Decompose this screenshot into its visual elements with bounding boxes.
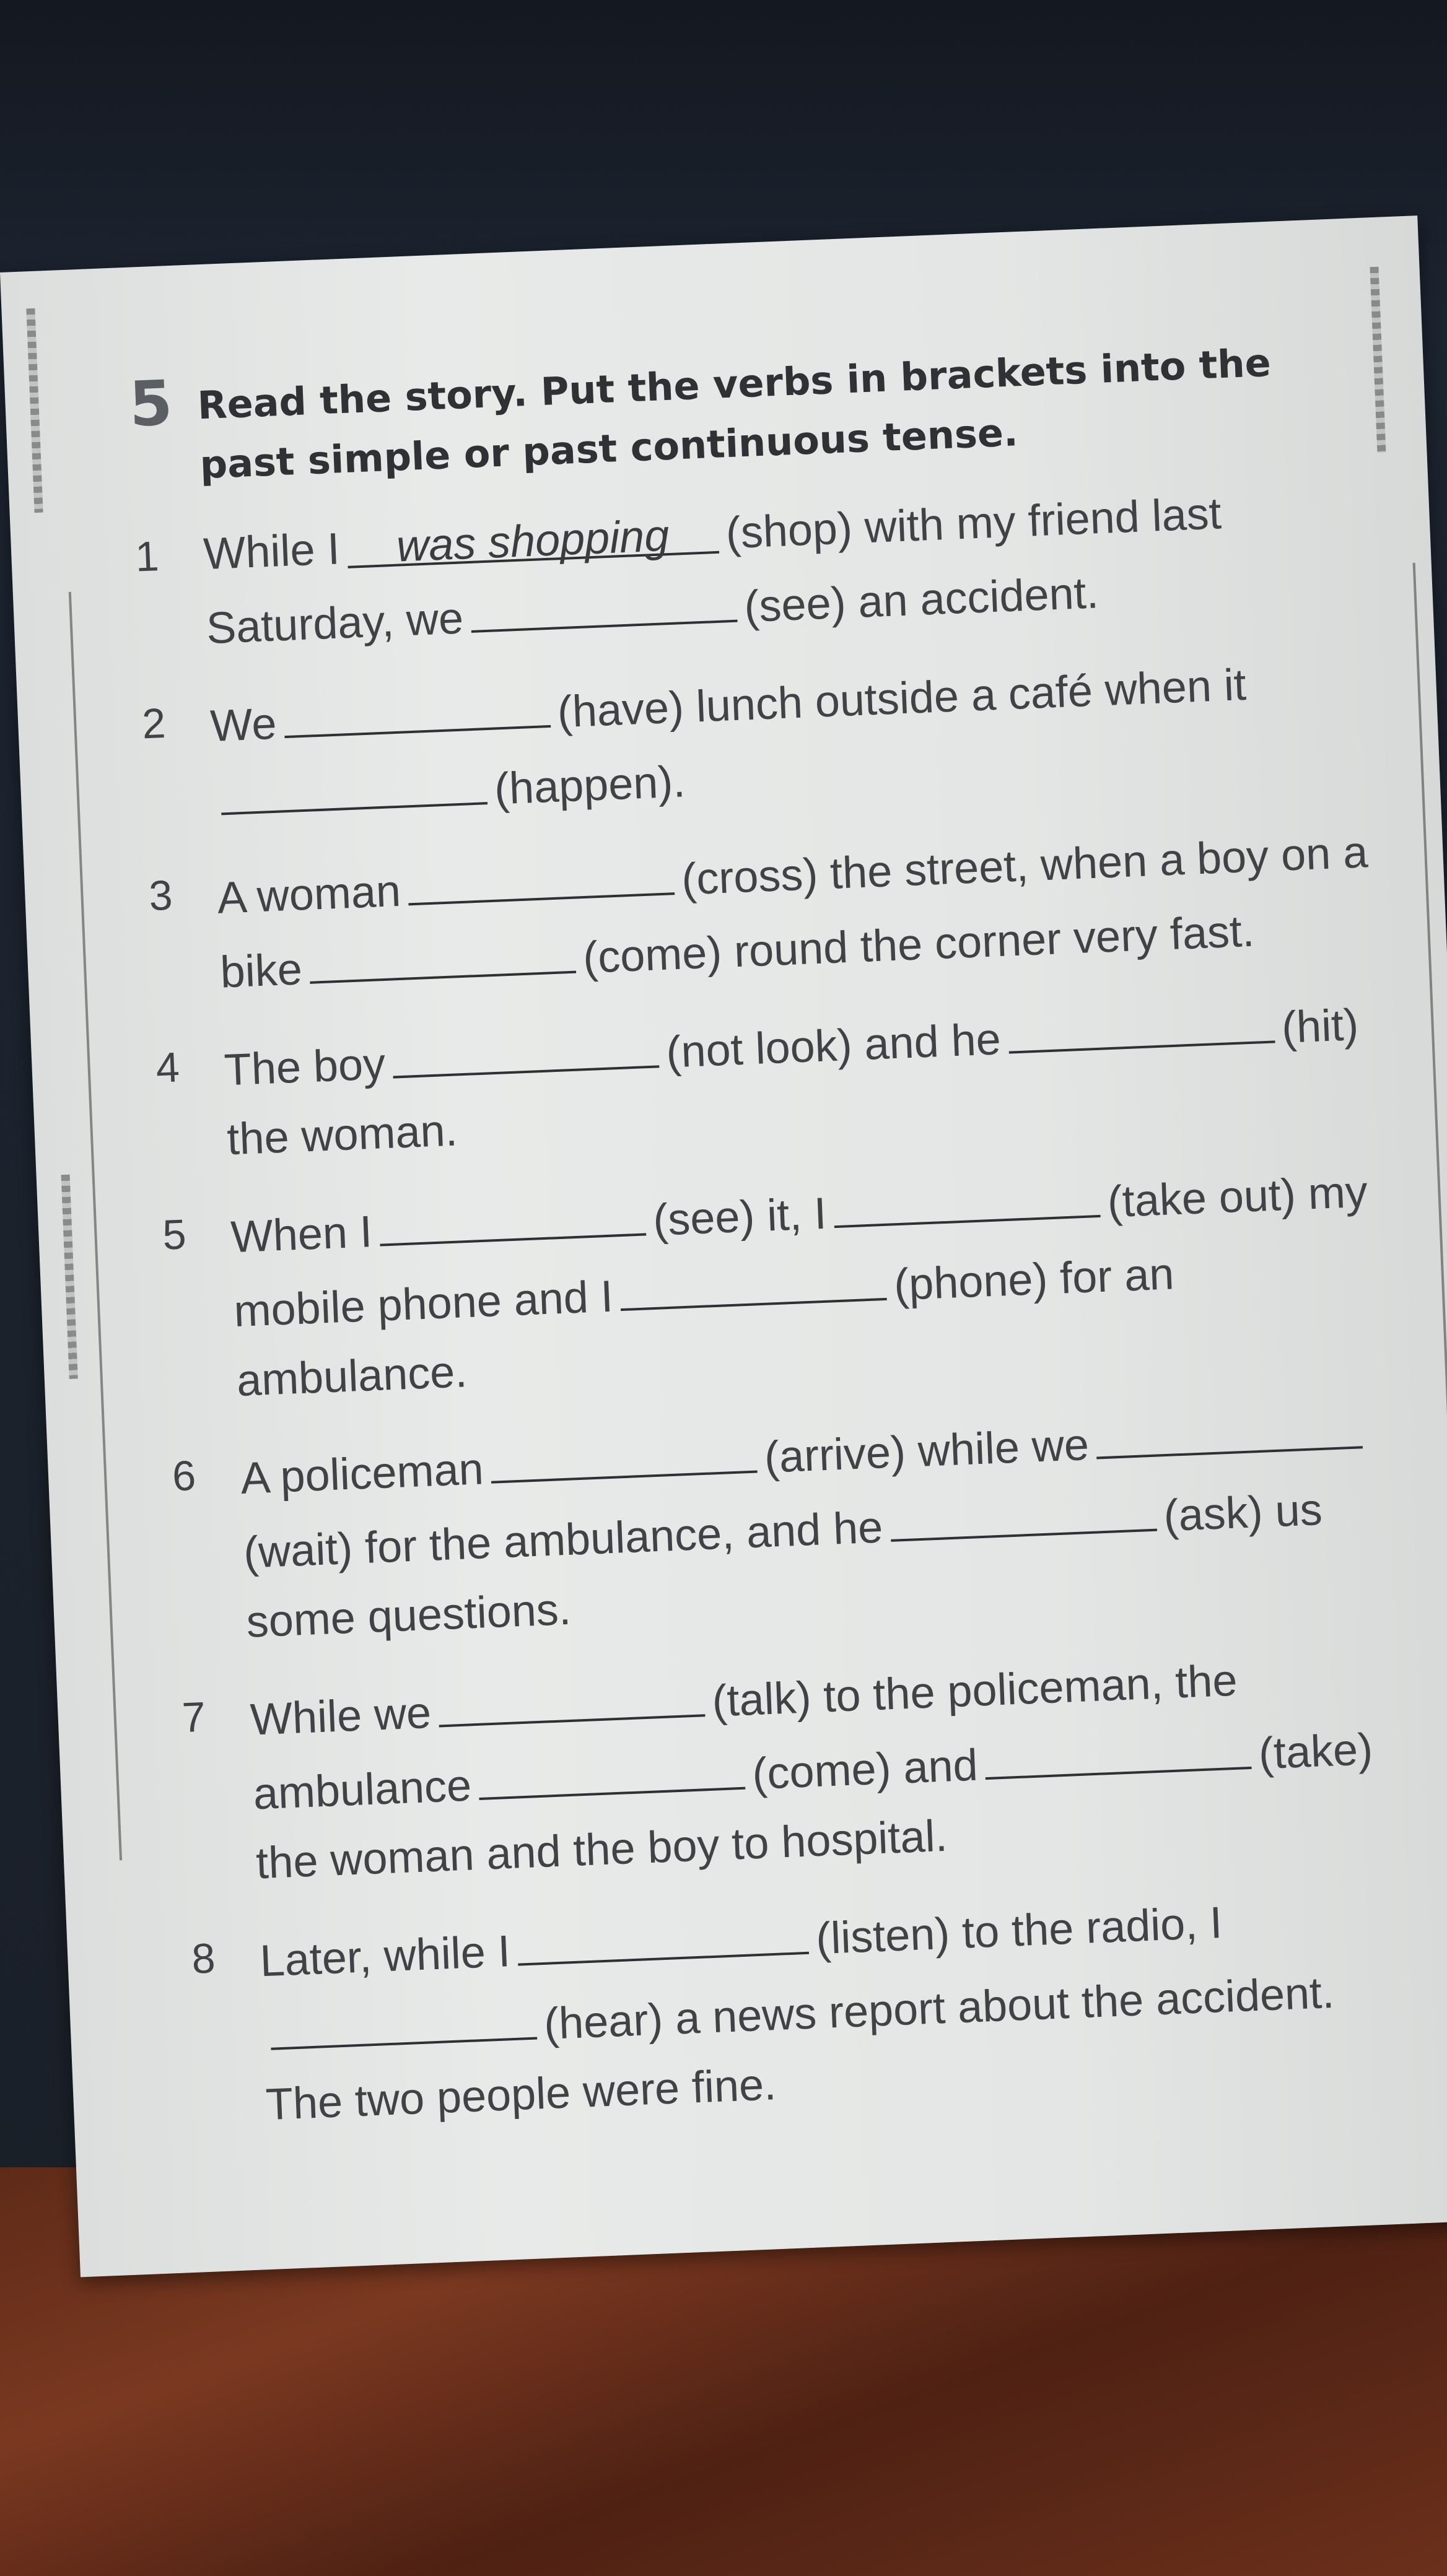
answer-blank[interactable] [269,1985,537,2050]
text-part: (come) and [751,1740,979,1799]
text-part: While we [249,1687,432,1745]
text-part: The boy [223,1039,387,1095]
binding-strip-right [1370,267,1386,453]
question-4 [155,985,1386,1177]
text-part: (cross) the street, when a boy on a bike [219,827,1369,998]
text-part: (hear) a news report about the accident. The two people were fine. [264,1967,1336,2130]
question-text [209,640,1372,835]
text-part: (take) the woman and the boy to hospital. [255,1725,1374,1889]
answer-blank[interactable] [282,673,551,738]
question-text [216,812,1379,1007]
answer-blank[interactable] [619,1246,887,1311]
text-part: (not look) and he [665,1014,1002,1077]
exercise-heading [128,329,1358,497]
text-part: (listen) to the radio, I [815,1897,1223,1964]
answer-blank[interactable] [516,1900,809,1966]
answer-example: was shopping [346,499,719,568]
question-number: 1 [134,533,160,581]
question-5 [161,1151,1396,1418]
answer-blank[interactable] [1095,1394,1363,1459]
question-3 [147,812,1379,1010]
answer-blank[interactable] [378,1181,646,1246]
answer-blank[interactable] [984,1715,1252,1780]
question-7 [181,1634,1415,1901]
exercise-content [128,329,1425,2165]
margin-line-left [69,592,122,1861]
question-number: 6 [171,1451,197,1500]
answer-blank[interactable] [888,1477,1156,1542]
text-part: (wait) for the ambulance, and he [242,1502,884,1578]
answer-blank[interactable] [391,1013,659,1078]
question-number: 2 [141,699,167,748]
text-part: (see) an accident. [743,568,1099,632]
margin-line-right [1413,563,1447,1862]
question-8 [190,1875,1425,2142]
text-part: (ask) us some questions. [245,1484,1324,1647]
question-text [258,1875,1425,2139]
answer-blank[interactable] [406,840,675,905]
text-part: A policeman [239,1444,485,1503]
question-text [202,473,1365,663]
question-2 [141,640,1372,838]
text-part: (arrive) while we [763,1420,1090,1482]
answer-blank[interactable] [219,750,487,815]
worksheet-page [0,215,1447,2277]
answer-blank[interactable] [469,568,737,633]
question-text [239,1393,1405,1657]
text-part: Later, while I [259,1926,512,1986]
question-number: 8 [191,1934,216,1983]
answer-blank[interactable] [477,1735,745,1800]
text-part: We [209,698,278,751]
text-part: (take out) my mobile phone and I [233,1167,1369,1337]
question-number: 5 [162,1211,187,1259]
question-text [229,1151,1396,1416]
question-6 [171,1393,1405,1660]
text-part: While I [202,524,341,580]
binding-strip-middle [61,1175,78,1379]
text-part: (come) round the corner very fast. [582,906,1256,983]
text-part: (phone) for an ambulance. [235,1249,1175,1406]
answer-blank[interactable] [308,919,576,984]
answer-blank[interactable] [437,1662,705,1727]
exercise-number: 5 [128,367,174,441]
question-text [222,985,1386,1175]
text-part: (talk) to the policeman, the ambulance [252,1655,1238,1819]
text-part: (see) it, I [652,1188,828,1245]
text-part: (happen). [493,757,686,814]
text-part: When I [230,1207,374,1263]
question-number: 4 [155,1043,181,1092]
text-part: (hit) the woman. [225,1000,1360,1165]
question-1 [134,473,1365,666]
question-text [249,1634,1415,1899]
answer-blank[interactable] [833,1163,1101,1228]
text-part: A woman [216,866,402,923]
question-number: 7 [181,1693,207,1742]
answer-blank[interactable] [1007,988,1275,1053]
question-number: 3 [148,871,173,920]
exercise-instruction: Read the story. Put the verbs in brackets into the past simple or past continuous tense. [196,339,1272,488]
binding-strip-top [26,308,43,513]
answer-blank[interactable] [489,1419,758,1484]
text-part: (shop) with my friend last Saturday, we [205,489,1223,654]
text-part: (have) lunch outside a café when it [556,659,1248,738]
